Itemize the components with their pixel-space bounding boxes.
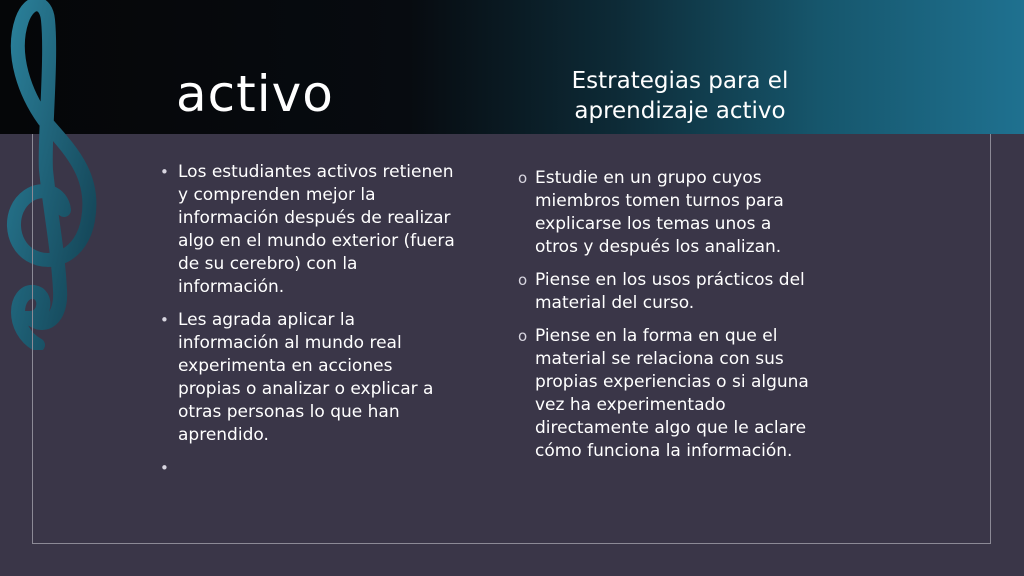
slide-title: activo [176, 65, 334, 123]
list-item-empty [160, 457, 460, 480]
list-item-text: Piense en la forma en que el material se relaciona con sus propias experiencias o si alguna vez ha experimentado directamente algo que le aclare cómo funciona la información. [535, 326, 809, 461]
bullet-icon: • [160, 163, 169, 181]
list-item [518, 325, 818, 463]
circle-bullet-icon: o [518, 327, 528, 345]
list-item-text: Estudie en un grupo cuyos miembros tomen turnos para explicarse los temas unos a otros y después los analizan. [535, 168, 784, 257]
bullet-icon: • [160, 459, 169, 477]
list-item [518, 269, 818, 315]
circle-bullet-icon: o [518, 271, 528, 289]
list-item-text: Los estudiantes activos retienen y comprenden mejor la información después de realizar algo en el mundo exterior (fuera de su cerebro) con la información. [178, 162, 455, 297]
circle-bullet-icon: o [518, 169, 528, 187]
list-item [160, 161, 460, 299]
bullet-icon: • [160, 311, 169, 329]
slide-subtitle: Estrategias para el aprendizaje activo [571, 68, 789, 124]
list-item [518, 167, 818, 259]
list-item-text: Les agrada aplicar la información al mundo real experimenta en acciones propias o analizar o explicar a otras personas lo que han aprendido. [178, 310, 434, 445]
list-item [160, 309, 460, 447]
left-bullet-list [160, 161, 460, 490]
header-band [0, 0, 1024, 134]
right-bullet-list [518, 167, 818, 473]
list-item-text: Piense en los usos prácticos del material del curso. [535, 270, 805, 313]
